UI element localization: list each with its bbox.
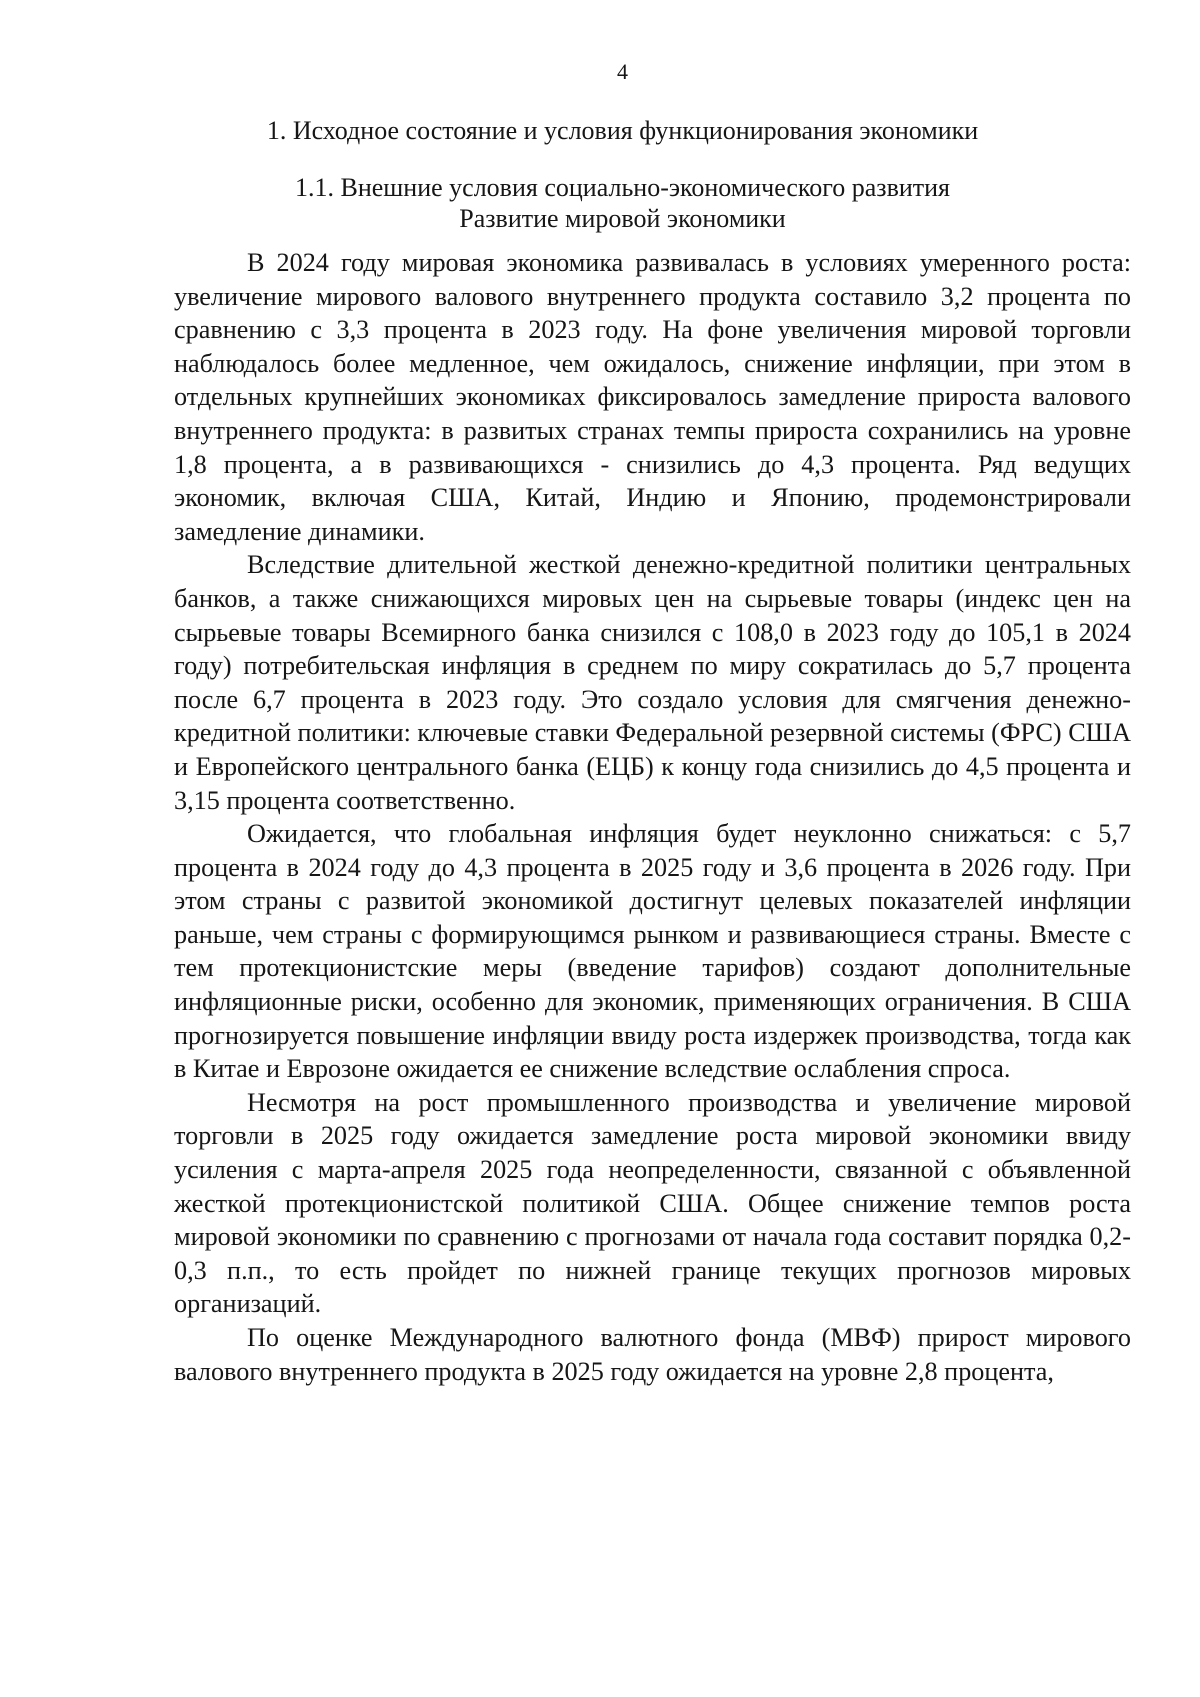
section-heading: 1. Исходное состояние и условия функционирования экономики <box>266 116 979 145</box>
paragraph: Ожидается, что глобальная инфляция будет неуклонно снижаться: с 5,7 процента в 2024 году до 4,3 процента в 2025 году и 3,6 процента в 2026 году. При этом страны с развитой экономикой достигнут целевых показателей инфляции раньше, чем страны с формирующимся рынком и развивающиеся страны. Вместе с тем протекционистские меры (введение тарифов) создают дополнительные инфляционные риски, особенно для экономик, применяющих ограничения. В США прогнозируется повышение инфляции ввиду роста издержек производства, тогда как в Китае и Еврозоне ожидается ее снижение вследствие ослабления спроса. <box>174 819 1131 1084</box>
paragraph: В 2024 году мировая экономика развивалась в условиях умеренного роста: увеличение мирового валового внутреннего продукта составило 3,2 процента по сравнению с 3,3 процента в 2023 году. На фоне увеличения мировой торговли наблюдалось более медленное, чем ожидалось, снижение инфляции, при этом в отдельных крупнейших экономиках фиксировалось замедление прироста валового внутреннего продукта: в развитых странах темпы прироста сохранились на уровне 1,8 процента, а в развивающихся - снизились до 4,3 процента. Ряд ведущих экономик, включая США, Китай, Индию и Японию, продемонстрировали замедление динамики. <box>174 248 1131 546</box>
paragraph: Несмотря на рост промышленного производства и увеличение мировой торговли в 2025 году ожидается замедление роста мировой экономики ввиду усиления с марта-апреля 2025 года неопределенности, связанной с объявленной жесткой протекционистской политикой США. Общее снижение темпов роста мировой экономики по сравнению с прогнозами от начала года составит порядка 0,2-0,3 п.п., то есть пройдет по нижней границе текущих прогнозов мировых организаций. <box>174 1087 1131 1319</box>
paragraph: Вследствие длительной жесткой денежно-кредитной политики центральных банков, а также снижающихся мировых цен на сырьевые товары (индекс цен на сырьевые товары Всемирного банка снизился с 108,0 в 2023 году до 105,1 в 2024 году) потребительская инфляция в среднем по миру сократилась до 5,7 процента после 6,7 процента в 2023 году. Это создало условия для смягчения денежно-кредитной политики: ключевые ставки Федеральной резервной системы (ФРС) США и Европейского центрального банка (ЕЦБ) к концу года снизились до 4,5 процента и 3,15 процента соответственно. <box>174 550 1131 815</box>
page-number: 4 <box>617 59 628 84</box>
subsection-heading-block <box>0 172 1200 234</box>
body-text <box>174 246 1131 1388</box>
paragraph: По оценке Международного валютного фонда (МВФ) прирост мирового валового внутреннего продукта в 2025 году ожидается на уровне 2,8 процента, <box>174 1323 1131 1386</box>
subsection-subtitle: Развитие мировой экономики <box>459 204 786 233</box>
subsection-heading: 1.1. Внешние условия социально-экономического развития <box>294 173 950 202</box>
